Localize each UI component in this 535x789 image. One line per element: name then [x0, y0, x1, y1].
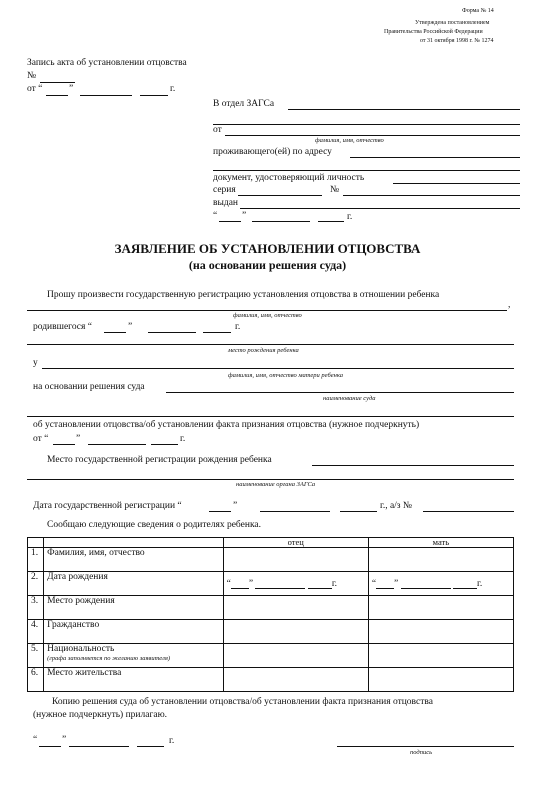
table-header-row: [28, 538, 514, 548]
father-bd-open: “: [226, 578, 231, 589]
mother-bd-day[interactable]: [376, 588, 394, 589]
row-label-text: Национальность: [47, 644, 115, 654]
form-number: Форма № 14: [462, 8, 494, 14]
court-day-field[interactable]: [53, 444, 75, 445]
father-bd-g: г.: [331, 578, 338, 589]
zags-name-hint: наименование органа ЗАГСа: [236, 481, 316, 488]
record-day-field[interactable]: [46, 95, 68, 96]
mother-bd-open: “: [371, 578, 377, 589]
attachment-text-1: Копию решения суда об установлении отцовства/об установлении факта признания отцовства: [52, 697, 433, 707]
father-birthdate-cell[interactable]: [223, 572, 368, 596]
court-basis-label: на основании решения суда: [33, 382, 145, 392]
form-subtitle: (на основании решения суда): [188, 258, 347, 272]
mother-name-hint: фамилия, имя, отчество матери ребенка: [228, 372, 343, 379]
approval-line-2: Правительства Российской Федерации: [384, 29, 483, 35]
mother-citizenship-cell[interactable]: [368, 620, 513, 644]
birthplace-hint: место рождения ребенка: [228, 347, 299, 354]
attachment-text-2: (нужное подчеркнуть) прилагаю.: [33, 710, 168, 720]
row-number: 4.: [28, 620, 44, 644]
record-title: Запись акта об установлении отцовства: [27, 58, 187, 68]
born-label: родившегося “: [33, 322, 92, 332]
issued-year-suffix: г.: [347, 212, 353, 222]
birth-year-suffix: г.: [235, 322, 241, 332]
signature-field[interactable]: [337, 746, 514, 747]
court-month-field[interactable]: [88, 444, 146, 445]
issued-date-close: ”: [242, 211, 247, 221]
header-father: отец: [223, 538, 368, 548]
row-label: [44, 644, 224, 668]
row-number: 3.: [28, 596, 44, 620]
sign-month-field[interactable]: [69, 746, 129, 747]
mother-birthplace-cell[interactable]: [368, 596, 513, 620]
header-mother: мать: [368, 538, 513, 548]
child-name-hint: фамилия, имя, отчество: [233, 312, 302, 319]
applicant-name-hint: фамилия, имя, отчество: [315, 137, 384, 144]
mother-bd-close: ”: [394, 578, 399, 589]
row-label: Фамилия, имя, отчество: [44, 548, 224, 572]
reg-year-field[interactable]: [340, 511, 377, 512]
series-field[interactable]: [238, 195, 322, 196]
residing-label: проживающего(ей) по адресу: [213, 147, 332, 157]
mother-name-field[interactable]: [42, 368, 514, 369]
record-year-suffix: г.: [170, 84, 176, 94]
father-birthplace-cell[interactable]: [223, 596, 368, 620]
request-text: Прошу произвести государственную регистрацию установления отцовства в отношении ребенка: [47, 290, 440, 300]
child-name-comma: ,: [508, 300, 511, 310]
reg-place-field[interactable]: [312, 465, 514, 466]
sign-date-open: “: [33, 735, 38, 745]
sign-day-field[interactable]: [39, 746, 61, 747]
court-name-field-2[interactable]: [27, 416, 514, 417]
issued-date-open: “: [213, 211, 218, 221]
reg-month-field[interactable]: [260, 511, 330, 512]
row-label-note: (графа заполняется по желанию заявителя): [47, 655, 171, 662]
mother-bd-year[interactable]: [453, 588, 477, 589]
about-text: об установлении отцовства/об установлении факта признания отцовства (нужное подчеркнуть): [33, 420, 420, 430]
table-row: [28, 644, 514, 668]
form-title: ЗАЯВЛЕНИЕ ОБ УСТАНОВЛЕНИИ ОТЦОВСТВА: [114, 241, 421, 256]
birth-day-field[interactable]: [104, 332, 126, 333]
issued-label: выдан: [213, 198, 239, 208]
issued-field[interactable]: [240, 208, 520, 209]
series-label: серия: [213, 185, 236, 195]
court-name-field[interactable]: [166, 392, 514, 393]
father-bd-year[interactable]: [308, 588, 332, 589]
to-zags-label: В отдел ЗАГСа: [213, 99, 275, 109]
mother-residence-cell[interactable]: [368, 668, 513, 692]
table-row: [28, 596, 514, 620]
record-month-field[interactable]: [80, 95, 132, 96]
doc-number-field[interactable]: [343, 195, 520, 196]
sign-year-field[interactable]: [137, 746, 164, 747]
reg-date-quote-close: ”: [233, 501, 238, 511]
inform-text: Сообщаю следующие сведения о родителях ребенка.: [47, 520, 262, 530]
reg-place-label: Место государственной регистрации рождения ребенка: [47, 455, 272, 465]
father-bd-close: ”: [248, 578, 254, 589]
id-document-field[interactable]: [393, 183, 520, 184]
court-date-label: от “: [33, 434, 49, 444]
mother-birthdate-cell[interactable]: [368, 572, 513, 596]
record-number-field[interactable]: [40, 82, 75, 83]
az-number-field[interactable]: [423, 511, 514, 512]
table-row: [28, 668, 514, 692]
header-num-cell: [28, 538, 44, 548]
mother-bd-g: г.: [477, 578, 483, 589]
mother-bd-month[interactable]: [401, 588, 451, 589]
reg-day-field[interactable]: [209, 511, 231, 512]
reg-place-field-2[interactable]: [27, 479, 514, 480]
issued-day-field[interactable]: [219, 221, 241, 222]
father-citizenship-cell[interactable]: [223, 620, 368, 644]
zags-field-2[interactable]: [213, 124, 520, 125]
mother-name-cell[interactable]: [368, 548, 513, 572]
birth-quote-close: ”: [128, 322, 133, 332]
address-field[interactable]: [350, 157, 520, 158]
child-name-field[interactable]: [27, 310, 507, 311]
row-number: 1.: [28, 548, 44, 572]
father-bd-day[interactable]: [231, 588, 249, 589]
table-row: [28, 620, 514, 644]
court-year-suffix: г.: [180, 434, 186, 444]
record-year-field[interactable]: [140, 95, 168, 96]
row-label: Место рождения: [44, 596, 224, 620]
doc-number-label: №: [330, 185, 340, 195]
father-name-cell[interactable]: [223, 548, 368, 572]
birthplace-field[interactable]: [27, 344, 514, 345]
table-row: [28, 572, 514, 596]
row-number: 6.: [28, 668, 44, 692]
row-label: Дата рождения: [44, 572, 224, 596]
issued-month-field[interactable]: [252, 221, 310, 222]
row-label: Гражданство: [44, 620, 224, 644]
row-label: Место жительства: [44, 668, 224, 692]
court-date-quote-close: ”: [76, 434, 81, 444]
zags-field[interactable]: [288, 109, 520, 110]
father-bd-month[interactable]: [255, 588, 305, 589]
row-number: 5.: [28, 644, 44, 668]
birth-year-field[interactable]: [203, 332, 231, 333]
father-nationality-cell[interactable]: [223, 644, 368, 668]
court-year-field[interactable]: [151, 444, 178, 445]
reg-date-label: Дата государственной регистрации “: [33, 501, 182, 511]
father-residence-cell[interactable]: [223, 668, 368, 692]
parents-table: [27, 537, 514, 692]
id-document-label: документ, удостоверяющий личность: [213, 173, 365, 183]
mother-nationality-cell[interactable]: [368, 644, 513, 668]
approval-line-1: Утверждена постановлением: [415, 20, 490, 26]
address-field-2[interactable]: [213, 170, 520, 171]
issued-year-field[interactable]: [318, 221, 344, 222]
sign-year-suffix: г.: [169, 736, 175, 746]
signature-hint: подпись: [410, 749, 433, 756]
applicant-name-field[interactable]: [225, 135, 520, 136]
court-name-hint: наименование суда: [323, 395, 376, 402]
row-number: 2.: [28, 572, 44, 596]
record-number-label: №: [27, 71, 37, 81]
header-label-cell: [44, 538, 224, 548]
approval-line-3: от 31 октября 1998 г. № 1274: [420, 38, 494, 44]
from-label: от: [213, 125, 222, 135]
az-number-label: г., а/з №: [380, 501, 412, 511]
table-row: [28, 548, 514, 572]
mother-prefix: у: [33, 358, 38, 368]
sign-date-close: ”: [62, 735, 67, 745]
record-quote-close: ”: [69, 84, 74, 94]
record-date-label: от “: [27, 84, 43, 94]
birth-month-field[interactable]: [148, 332, 196, 333]
